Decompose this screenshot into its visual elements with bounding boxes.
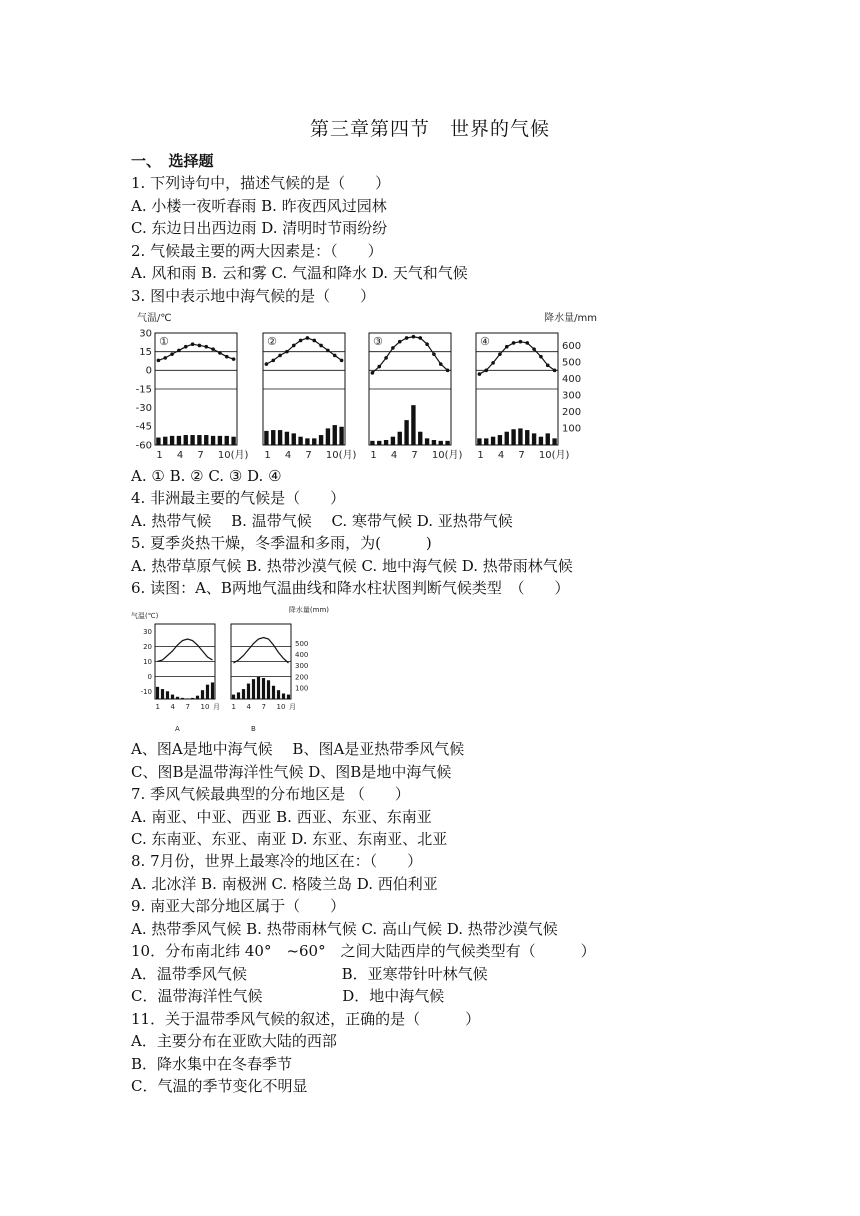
precipitation-bar: [377, 441, 381, 445]
month-tick-label: 1: [370, 450, 377, 461]
precipitation-bar: [206, 685, 209, 699]
temperature-point: [512, 341, 516, 345]
temperature-point: [198, 344, 202, 348]
precipitation-bar: [532, 433, 536, 445]
precipitation-axis-label: 降水量/mm: [544, 313, 597, 324]
question-6-options-cd: C、图B是温带海洋性气候 D、图B是地中海气候: [131, 763, 452, 781]
precipitation-bar: [264, 431, 268, 445]
precipitation-bar: [171, 695, 174, 699]
panel-label: A: [175, 725, 180, 733]
precipitation-bar: [242, 689, 245, 699]
month-tick-label: 7: [197, 450, 204, 461]
month-tick-label: 1: [231, 703, 236, 711]
month-tick-label: 10(月): [538, 450, 570, 461]
month-tick-label: 10(月): [217, 450, 249, 461]
precipitation-bar: [484, 438, 488, 445]
precipitation-bar: [384, 440, 388, 445]
question-10: 10．分布南北纬 40° ~60° 之间大陆西岸的气候类型有（ ）: [131, 942, 596, 960]
temperature-tick-label: 15: [139, 347, 152, 358]
month-tick-label: 4: [497, 450, 505, 461]
temperature-point: [312, 339, 316, 343]
temperature-point: [184, 345, 188, 349]
precipitation-bar: [287, 695, 290, 699]
temperature-point: [398, 340, 402, 344]
question-9-options: A. 热带季风气候 B. 热带雨林气候 C. 高山气候 D. 热带沙漠气候: [131, 920, 558, 938]
question-1: 1. 下列诗句中，描述气候的是（ ）: [131, 174, 391, 192]
precipitation-bar: [257, 677, 260, 699]
temperature-point: [285, 350, 289, 354]
question-3: 3. 图中表示地中海气候的是（ ）: [131, 287, 376, 305]
month-tick-label: 10(月): [431, 450, 463, 461]
temperature-point: [478, 372, 482, 376]
temperature-point: [412, 335, 416, 339]
temperature-point: [391, 346, 395, 350]
question-7-options-cd: C. 东南亚、东亚、南亚 D. 东亚、东南亚、北亚: [131, 830, 448, 848]
temperature-point: [326, 349, 330, 353]
temperature-point: [491, 361, 495, 365]
temperature-tick-label: 30: [139, 328, 152, 340]
precipitation-bar: [252, 679, 255, 699]
precipitation-bar: [166, 691, 169, 699]
precipitation-bar: [181, 698, 184, 699]
question-1-options-ab: A. 小楼一夜听春雨 B. 昨夜西风过园林: [131, 197, 387, 215]
precipitation-bar: [292, 433, 296, 445]
precipitation-bar: [225, 436, 229, 445]
precipitation-bar: [305, 438, 309, 445]
precipitation-bar: [272, 686, 275, 699]
precipitation-bar: [191, 698, 194, 699]
question-8: 8. 7月份，世界上最寒冷的地区在：（ ）: [131, 852, 423, 870]
question-11-option-c: C．气温的季节变化不明显: [131, 1077, 308, 1095]
temperature-tick-label: 0: [147, 672, 152, 681]
temperature-curve: [158, 344, 233, 360]
temperature-point: [211, 347, 215, 351]
temperature-point: [405, 336, 409, 340]
month-tick-label: 月: [213, 703, 220, 711]
precipitation-bar: [163, 437, 167, 445]
temperature-tick-label: 20: [143, 642, 152, 651]
temperature-point: [519, 340, 523, 344]
temperature-point: [278, 354, 282, 358]
temperature-point: [505, 345, 509, 349]
temperature-tick-label: -30: [135, 403, 152, 414]
question-11-option-a: A．主要分布在亚欧大陆的西部: [131, 1032, 337, 1050]
month-tick-label: 4: [390, 450, 398, 461]
temperature-point: [170, 352, 174, 356]
precipitation-bar: [218, 436, 222, 445]
precipitation-bar: [298, 437, 302, 445]
precipitation-bar: [518, 428, 522, 445]
month-tick-label: 1: [477, 450, 484, 461]
temperature-point: [306, 336, 310, 340]
precipitation-bar: [552, 438, 556, 445]
precipitation-bar: [184, 435, 188, 445]
precipitation-bar: [282, 693, 285, 699]
precipitation-tick-label: 400: [562, 373, 582, 385]
temperature-tick-label: 0: [145, 365, 152, 377]
question-3-options: A. ① B. ② C. ③ D. ④: [131, 467, 282, 485]
precipitation-bar: [232, 695, 235, 699]
precipitation-tick-label: 300: [295, 662, 309, 671]
precipitation-bar: [262, 678, 265, 699]
temperature-point: [384, 356, 388, 360]
precipitation-tick-label: 100: [295, 684, 309, 693]
precipitation-bar: [267, 680, 270, 699]
question-2: 2. 气候最主要的两大因素是：（ ）: [131, 242, 383, 260]
temperature-point: [418, 336, 422, 340]
section-heading: 一、 选择题: [131, 152, 214, 170]
precipitation-bar: [197, 435, 201, 445]
precipitation-bar: [285, 432, 289, 445]
question-10-options-cd: C．温带海洋性气候 D．地中海气候: [131, 987, 445, 1005]
temperature-point: [340, 359, 344, 363]
question-1-options-cd: C. 东边日出西边雨 D. 清明时节雨纷纷: [131, 219, 388, 237]
month-tick-label: 1: [155, 703, 160, 711]
month-tick-label: 1: [264, 450, 271, 461]
precipitation-bar: [231, 437, 235, 445]
temperature-tick-label: -15: [135, 384, 152, 396]
precipitation-bar: [176, 697, 179, 699]
temperature-point: [271, 359, 275, 363]
month-tick-label: 4: [284, 450, 292, 461]
month-tick-label: 7: [411, 450, 418, 461]
temperature-point: [299, 339, 303, 343]
precipitation-bar: [418, 432, 422, 445]
temperature-axis-label: 气温/℃: [137, 313, 172, 324]
temperature-point: [539, 355, 543, 359]
precipitation-bar: [398, 432, 402, 445]
climate-charts-figure-q6: [131, 600, 331, 738]
precipitation-bar: [525, 430, 529, 445]
precipitation-bar: [391, 437, 395, 445]
precipitation-bar: [211, 682, 214, 699]
question-10-options-ab: A．温带季风气候 B．亚寒带针叶林气候: [131, 965, 488, 983]
precipitation-bar: [404, 420, 408, 445]
precipitation-bar: [333, 425, 337, 445]
temperature-curve: [372, 337, 447, 373]
temperature-point: [425, 342, 429, 346]
question-6-options-ab: A、图A是地中海气候 B、图A是亚热带季风气候: [131, 740, 465, 758]
precipitation-bar: [161, 689, 164, 699]
month-tick-label: 1: [156, 450, 163, 461]
temperature-tick-label: 10: [143, 657, 152, 666]
precipitation-bar: [312, 438, 316, 445]
temperature-point: [333, 354, 337, 358]
precipitation-bar: [177, 436, 181, 445]
temperature-point: [439, 362, 443, 366]
precipitation-tick-label: 500: [295, 640, 309, 649]
question-9: 9. 南亚大部分地区属于（ ）: [131, 897, 346, 915]
temperature-point: [532, 347, 536, 351]
temperature-axis-label: 气温(℃): [131, 612, 159, 620]
temperature-curve: [234, 638, 289, 664]
precipitation-bar: [425, 438, 429, 445]
question-6: 6. 读图：A、B两地气温曲线和降水柱状图判断气候类型 （ ）: [131, 579, 570, 597]
month-tick-label: 7: [185, 703, 190, 711]
precipitation-bar: [511, 429, 515, 445]
precipitation-bar: [477, 438, 481, 445]
precipitation-bar: [278, 430, 282, 445]
temperature-point: [432, 352, 436, 356]
temperature-point: [319, 344, 323, 348]
month-tick-label: 10: [200, 703, 210, 711]
month-tick-label: 4: [176, 450, 184, 461]
temperature-curve: [158, 639, 213, 662]
temperature-point: [191, 342, 195, 346]
precipitation-bar: [432, 440, 436, 445]
question-5-options: A. 热带草原气候 B. 热带沙漠气候 C. 地中海气候 D. 热带雨林气候: [131, 557, 573, 575]
precipitation-bar: [539, 437, 543, 445]
panel-label: ①: [159, 335, 169, 348]
month-tick-label: 10: [276, 703, 286, 711]
temperature-point: [225, 355, 229, 359]
month-tick-label: 7: [518, 450, 525, 461]
precipitation-tick-label: 400: [295, 651, 309, 660]
page-title: 第三章第四节 世界的气候: [309, 118, 550, 140]
precipitation-bar: [370, 441, 374, 445]
precipitation-bar: [277, 690, 280, 699]
precipitation-bar: [326, 428, 330, 445]
temperature-point: [157, 359, 161, 363]
temperature-tick-label: 30: [143, 627, 152, 636]
temperature-tick-label: -60: [135, 440, 152, 452]
precipitation-bar: [170, 436, 174, 445]
precipitation-bar: [546, 433, 550, 445]
temperature-point: [218, 351, 222, 355]
month-tick-label: 月: [289, 703, 296, 711]
panel-label: ②: [267, 335, 277, 348]
precipitation-bar: [505, 432, 509, 445]
temperature-point: [446, 369, 450, 373]
precipitation-bar: [411, 405, 415, 445]
temperature-point: [204, 345, 208, 349]
precipitation-bar: [156, 438, 160, 445]
question-11-option-b: B．降水集中在冬春季节: [131, 1055, 293, 1073]
question-4-options: A. 热带气候 B. 温带气候 C. 寒带气候 D. 亚热带气候: [131, 512, 513, 530]
temperature-curve: [266, 338, 341, 364]
temperature-point: [377, 365, 381, 369]
precipitation-bar: [211, 436, 215, 445]
temperature-point: [232, 357, 236, 361]
precipitation-tick-label: 500: [562, 357, 582, 369]
temperature-point: [525, 341, 529, 345]
question-11: 11．关于温带季风气候的叙述，正确的是（ ）: [131, 1010, 481, 1028]
precipitation-tick-label: 200: [295, 673, 309, 682]
precipitation-bar: [190, 435, 194, 445]
climate-charts-figure-q3: [131, 309, 601, 464]
question-7-options-ab: A. 南亚、中亚、西亚 B. 西亚、东亚、东南亚: [131, 808, 432, 826]
precipitation-bar: [196, 696, 199, 699]
temperature-point: [553, 369, 557, 373]
question-4: 4. 非洲最主要的气候是（ ）: [131, 489, 346, 507]
temperature-point: [265, 362, 269, 366]
month-tick-label: 7: [305, 450, 312, 461]
precipitation-tick-label: 600: [562, 340, 582, 352]
precipitation-bar: [319, 435, 323, 445]
precipitation-bar: [201, 690, 204, 699]
precipitation-tick-label: 300: [562, 390, 582, 402]
question-5: 5. 夏季炎热干燥，冬季温和多雨，为( ): [131, 534, 432, 552]
precipitation-bar: [156, 687, 159, 699]
month-tick-label: 4: [246, 703, 251, 711]
question-2-options: A. 风和雨 B. 云和雾 C. 气温和降水 D. 天气和气候: [131, 264, 468, 282]
question-7: 7. 季风气候最典型的分布地区是 （ ）: [131, 785, 410, 803]
month-tick-label: 10(月): [325, 450, 357, 461]
precipitation-tick-label: 100: [562, 423, 582, 435]
precipitation-bar: [498, 435, 502, 445]
precipitation-bar: [445, 441, 449, 445]
panel-label: B: [251, 725, 256, 733]
precipitation-bar: [186, 698, 189, 699]
temperature-point: [177, 349, 181, 353]
precipitation-bar: [247, 684, 250, 699]
temperature-point: [292, 344, 296, 348]
temperature-tick-label: -10: [140, 687, 152, 696]
temperature-point: [371, 371, 375, 375]
temperature-curve: [479, 342, 554, 374]
panel-label: ③: [373, 335, 383, 348]
panel-label: ④: [480, 335, 490, 348]
temperature-point: [498, 352, 502, 356]
month-tick-label: 4: [170, 703, 175, 711]
temperature-point: [546, 364, 550, 368]
precipitation-bar: [204, 435, 208, 445]
month-tick-label: 7: [261, 703, 266, 711]
question-8-options: A. 北冰洋 B. 南极洲 C. 格陵兰岛 D. 西伯利亚: [131, 875, 438, 893]
temperature-point: [163, 356, 167, 360]
precipitation-tick-label: 200: [562, 407, 582, 419]
temperature-point: [484, 369, 488, 373]
precipitation-bar: [339, 427, 343, 445]
precipitation-axis-label: 降水量(mm): [288, 606, 329, 614]
temperature-tick-label: -45: [135, 421, 152, 433]
precipitation-bar: [491, 437, 495, 445]
precipitation-bar: [237, 692, 240, 699]
precipitation-bar: [439, 441, 443, 445]
precipitation-bar: [271, 430, 275, 445]
